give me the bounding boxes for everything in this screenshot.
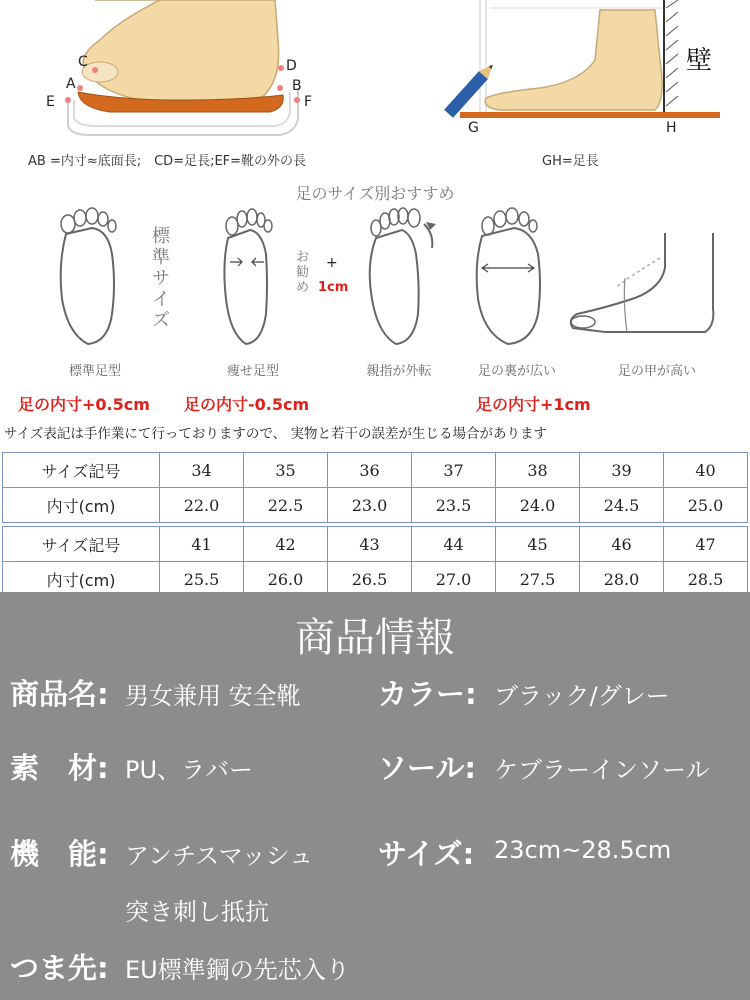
advice-slim: 足の内寸-0.5cm [184,395,310,414]
color-key: カラー: [378,677,477,711]
size-cell: 45 [496,527,580,562]
sole-value: ケブラーインソール [494,756,710,784]
toe-key: つま先: [10,951,109,985]
point-d-label: D [286,58,297,74]
size-cell: 44 [412,527,496,562]
high-instep-foot-illustration [565,228,715,348]
advice-wide: 足の内寸+1cm [476,395,591,414]
point-g-label: G [468,120,479,136]
caption-right: GH=足長 [542,154,599,169]
size-key: サイズ: [378,837,475,871]
caption-left: AB =内寸≈底面長; CD=足長;EF=靴の外の長 [28,154,307,169]
function-key: 機 能: [10,837,109,871]
foot-type-wide-sole: 足の裏が広い [477,364,556,379]
recommend-title: 足のサイズ別おすすめ [295,184,455,203]
table-row [3,527,748,562]
function-value-1: アンチスマッシュ [125,842,314,870]
size-cell: 47 [664,527,748,562]
material-value: PU、ラバー [125,756,254,784]
product-name-key: 商品名: [10,677,109,711]
color-value: ブラック/グレー [494,682,670,710]
row-label-size: サイズ記号 [3,527,160,562]
plus-sign: + [326,255,338,271]
wall-label: 壁 [686,46,713,76]
inner-cell: 24.0 [496,488,580,523]
foot-type-bunion: 親指が外転 [366,364,432,379]
inner-cell: 22.5 [244,488,328,523]
inner-cell: 28.0 [580,562,664,597]
size-cell: 42 [244,527,328,562]
foot-type-high-instep: 足の甲が高い [617,364,696,379]
inner-cell: 23.0 [328,488,412,523]
table-row [3,453,748,488]
inner-cell: 24.5 [580,488,664,523]
size-cell: 34 [160,453,244,488]
standard-foot-illustration [50,204,130,354]
point-e-label: E [46,94,55,110]
inner-cell: 28.5 [664,562,748,597]
function-value-2: 突き刺し抵抗 [125,898,269,926]
inner-cell: 26.0 [244,562,328,597]
size-cell: 38 [496,453,580,488]
row-label-inner: 内寸(cm) [3,488,160,523]
material-key: 素 材: [10,751,109,785]
size-cell: 41 [160,527,244,562]
foot-type-slim: 痩せ足型 [226,364,279,379]
inner-cell: 27.0 [412,562,496,597]
point-b-label: B [292,78,302,94]
foot-type-standard: 標準足型 [68,364,121,379]
inner-cell: 26.5 [328,562,412,597]
size-table [2,452,748,597]
standard-size-vertical-label: 標準サイズ [152,226,170,331]
point-h-label: H [666,120,677,136]
slim-foot-illustration [210,204,290,354]
point-f-label: F [304,94,313,110]
size-value: 23cm~28.5cm [494,836,672,864]
size-cell: 40 [664,453,748,488]
product-info-panel [0,592,750,1000]
size-cell: 35 [244,453,328,488]
suggest-vertical-label: お勧め [296,250,310,295]
size-cell: 36 [328,453,412,488]
product-info-title: 商品情報 [295,615,455,661]
inner-cell: 27.5 [496,562,580,597]
size-notice: サイズ表記は手作業にて行っておりますので、 実物と若干の誤差が生じる場合があります [4,426,547,442]
bunion-foot-illustration [356,204,446,354]
inner-cell: 25.0 [664,488,748,523]
sole-key: ソール: [378,751,477,785]
wide-sole-foot-illustration [468,204,558,354]
plus-value: 1cm [318,280,349,295]
size-cell: 46 [580,527,664,562]
size-cell: 43 [328,527,412,562]
shoe-measurement-diagram [0,0,360,150]
point-c-label: C [78,54,88,70]
row-label-size: サイズ記号 [3,453,160,488]
inner-cell: 23.5 [412,488,496,523]
advice-standard: 足の内寸+0.5cm [18,395,150,414]
size-cell: 37 [412,453,496,488]
table-row [3,488,748,523]
size-cell: 39 [580,453,664,488]
toe-value: EU標準鋼の先芯入り [125,956,350,984]
inner-cell: 22.0 [160,488,244,523]
row-label-inner: 内寸(cm) [3,562,160,597]
inner-cell: 25.5 [160,562,244,597]
point-a-label: A [66,76,76,92]
product-name-value: 男女兼用 安全靴 [125,682,301,710]
